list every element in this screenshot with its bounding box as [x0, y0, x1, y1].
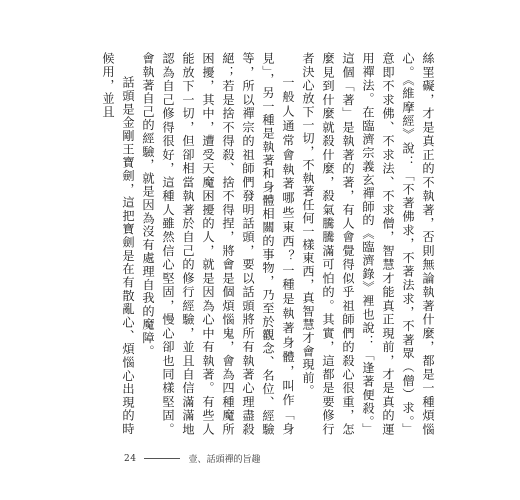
page-footer	[124, 452, 260, 465]
chapter-title: 壹、話頭禪的旨趣	[188, 455, 261, 465]
body-text	[101, 52, 438, 436]
page-number: 24	[124, 453, 137, 464]
paragraph: 一般人通常會執著哪些東西？一種是執著身體，叫作「身見」，另一種是執著和身體相關的事物，乃至於觀念、名位、經驗等，所以禪宗的祖師們發明話頭，要以話頭將所有執著心理盡殺絕；若是捨不得殺、捨不得捏，將會是個煩惱鬼，會為四種魔所困擾，其中，遭受天魔困擾的人，就是因為心中有執著。有些人能放下一切，但卻相當執著於自己的修行經驗，並且自信滿滿地認為自己修得很好，這種人雖然信心堅固，慢心卻也同樣堅固。會執著自己的經驗，就是因為沒有處理自我的魔障。	[141, 52, 295, 436]
footer-divider	[144, 458, 180, 459]
paragraph: 絲罣礙，才是真正的不執著，否則無論執著什麼，都是一種煩惱心。《維摩經》說：「不著佛求，不著法求，不著眾（僧）求。」意即不求佛、不求法、不求僧，智慧才能真正現前，才是真的運用禪法。在臨濟宗義玄禪師的《臨濟錄》裡也說：「逢著便殺。」這個「著」是執著的著，有人會覺得似乎祖師們的殺心很重，怎麼見到什麼就殺什麼，殺氣騰騰滿可怕的。其實，這都是要修行者決心放下一切，不執著任何一樣東西，真智慧才會現前。	[301, 52, 435, 436]
paragraph: 話頭是金剛王寶劍，這把寶劍是在有散亂心、煩惱心出現的時候用，並且	[101, 52, 135, 436]
